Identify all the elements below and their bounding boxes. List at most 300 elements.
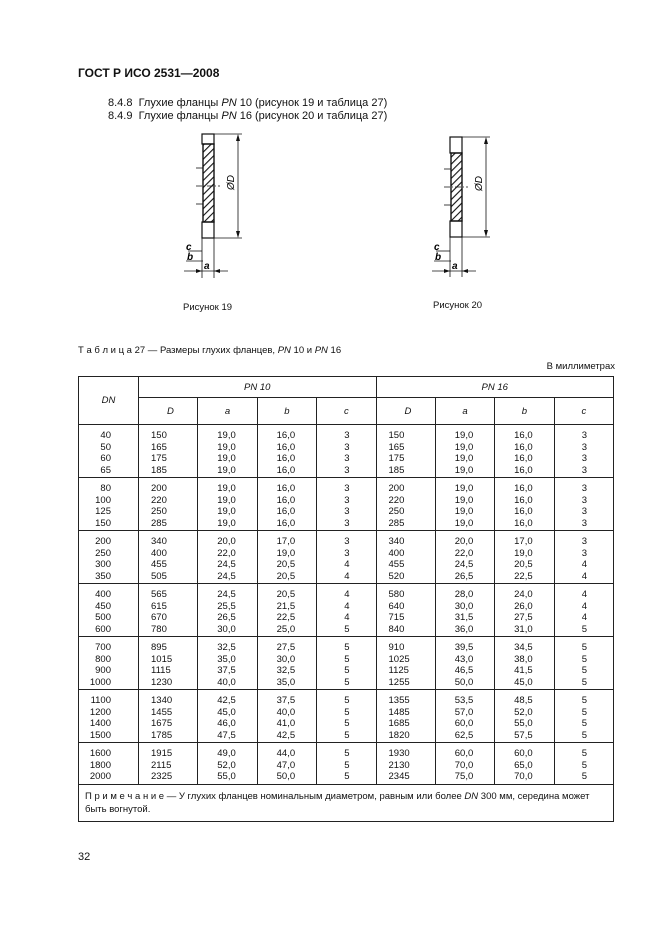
table-value: 35,0 [276,676,296,688]
table-caption-pn: PN [277,345,291,356]
table-value: 3 [344,506,350,517]
table-cell-pn10-b [257,584,316,637]
table-cell-pn16-a [435,531,494,584]
table-value: 4 [344,570,350,582]
table-cell-pn16-c [554,584,613,637]
table-value: 895 [151,642,167,653]
table-value: 65,0 [514,759,533,771]
table-value: 5 [581,771,587,782]
table-value: 43,0 [454,653,474,665]
table-cell-pn16-a [435,690,494,743]
table-cell-pn16-d [376,584,435,637]
table-value: 40,0 [217,676,236,688]
table-value: 17,0 [514,536,533,547]
table-value: 3 [344,464,350,476]
table-row-group [79,637,614,690]
table-value: 24,0 [514,589,533,600]
table-cell-pn10-c [317,531,376,584]
table-value: 1340 [151,695,173,706]
table-value: 350 [95,570,111,582]
table-value: 1015 [151,653,173,665]
table-value: 27,5 [276,642,296,653]
table-value: 20,0 [217,536,236,547]
table-note [79,784,614,821]
table-value: 24,5 [217,559,236,570]
table-cell-dn [79,478,139,531]
table-value: 1400 [89,718,111,729]
table-cell-pn10-b [257,531,316,584]
subheader-b: b [495,398,554,425]
flange-upper-lip [202,134,214,144]
table-caption [78,345,341,356]
table-value: 300 [95,559,111,570]
table-cell-dn [79,637,139,690]
table-value: 4 [581,600,587,612]
table-cell-pn10-c [317,584,376,637]
table-value: 21,5 [276,600,296,612]
table-value: 4 [344,600,350,612]
table-value: 55,0 [514,718,533,729]
table-cell-pn16-a [435,584,494,637]
table-cell-pn16-c [554,637,613,690]
table-value: 250 [95,547,111,559]
table-value: 19,0 [217,494,236,506]
label-c: c [186,242,192,253]
table-cell-pn10-c [317,743,376,785]
table-value: 715 [388,612,405,623]
table-caption-prefix: Т а б л и ц а [78,345,132,356]
flange-lower-lip [202,222,214,238]
table-caption-number: 27 [134,345,146,356]
table-value: 4 [581,570,587,582]
table-value: 16,0 [276,464,296,476]
table-value: 44,0 [276,748,296,759]
table-value: 38,0 [514,653,533,665]
table-value: 26,5 [454,570,474,582]
table-value: 1355 [388,695,410,706]
table-value: 46,5 [454,665,474,676]
table-value: 2345 [388,771,410,782]
table-value: 5 [581,642,587,653]
note-text-end: 300 мм, середина может быть вогнутой. [85,790,590,815]
table-value: 455 [388,559,405,570]
table-value: 1785 [151,729,173,741]
table-value: 3 [344,430,350,441]
table-cell-pn16-b [495,584,554,637]
table-value: 1930 [388,748,410,759]
table-value: 150 [388,430,405,441]
table-value: 42,5 [276,729,296,741]
figure-20-drawing [420,131,510,281]
table-caption-pn: PN [314,345,328,356]
table-value: 3 [344,494,350,506]
table-value: 150 [151,430,167,441]
label-c: c [434,242,440,253]
clause-text-post: 10 (рисунок 19 и таблица 27) [236,97,388,109]
table-value: 4 [344,589,350,600]
table-value: 20,5 [276,570,296,582]
table-value: 19,0 [217,483,236,494]
table-value: 75,0 [454,771,474,782]
table-value: 19,0 [454,506,474,517]
table-value: 19,0 [217,506,236,517]
note-text: — У глухих фланцев номинальным диаметром, равным или более [164,790,465,802]
table-value: 580 [388,589,405,600]
table-cell-pn16-d [376,425,435,478]
table-value: 42,5 [217,695,236,706]
table-value: 2115 [151,759,172,771]
figure-19-caption: Рисунок 19 [183,302,233,313]
table-value: 5 [581,676,587,688]
table-value: 900 [95,665,111,676]
table-value: 175 [151,453,167,464]
table-cell-pn16-b [495,743,554,785]
table-value: 4 [581,612,587,623]
table-value: 19,0 [454,441,474,453]
table-value: 285 [388,517,405,529]
table-caption-mid: 10 и [290,345,315,356]
table-value: 16,0 [276,430,296,441]
table-value: 62,5 [454,729,474,741]
table-row-group [79,478,614,531]
table-value: 4 [581,559,587,570]
subheader-d: D [139,398,198,425]
table-value: 19,0 [454,453,474,464]
table-row-group [79,531,614,584]
table-value: 24,5 [454,559,474,570]
table-value: 16,0 [276,494,296,506]
table-row-group [79,743,614,785]
table-value: 5 [581,729,587,741]
clause-8-4-8 [108,97,387,109]
table-value: 19,0 [454,430,474,441]
table-value: 5 [344,759,350,771]
table-cell-pn10-c [317,637,376,690]
table-value: 150 [95,517,111,529]
flange-hatched-body [203,144,214,222]
table-value: 200 [151,483,167,494]
table-value: 22,5 [514,570,533,582]
table-cell-pn10-a [198,743,257,785]
figure-20-caption: Рисунок 20 [433,300,483,311]
table-cell-pn10-b [257,478,316,531]
table-value: 3 [344,483,350,494]
table-value: 19,0 [454,517,474,529]
subheader-c: c [317,398,376,425]
table-value: 1455 [151,706,173,718]
table-value: 165 [151,441,167,453]
table-value: 19,0 [276,547,296,559]
table-value: 24,5 [217,589,236,600]
table-value: 32,5 [276,665,296,676]
table-value: 3 [581,430,587,441]
table-value: 3 [344,517,350,529]
table-value: 400 [388,547,405,559]
table-value: 50,0 [276,771,296,782]
table-cell-dn [79,425,139,478]
table-value: 910 [388,642,405,653]
table-value: 1820 [388,729,410,741]
table-value: 26,0 [514,600,533,612]
document-header: ГОСТ Р ИСО 2531—2008 [78,66,220,80]
table-value: 5 [581,623,587,635]
table-cell-pn10-b [257,425,316,478]
header-pn10: PN 10 [139,377,377,398]
table-value: 19,0 [217,517,236,529]
table-cell-pn16-d [376,743,435,785]
table-cell-pn10-a [198,531,257,584]
table-value: 5 [344,729,350,741]
table-value: 22,5 [276,612,296,623]
clause-pn: PN [221,110,237,122]
table-cell-pn16-b [495,478,554,531]
table-cell-pn16-a [435,425,494,478]
table-value: 5 [344,771,350,782]
table-cell-pn10-d [139,690,198,743]
table-value: 20,5 [276,589,296,600]
table-value: 5 [344,706,350,718]
table-value: 5 [581,706,587,718]
table-value: 16,0 [276,453,296,464]
clause-text-pre: Глухие фланцы [138,97,222,109]
table-value: 5 [581,718,587,729]
table-value: 5 [344,676,350,688]
table-value: 3 [581,547,587,559]
table-value: 19,0 [454,494,474,506]
table-value: 2000 [89,771,111,782]
table-cell-dn [79,584,139,637]
table-value: 1125 [388,665,409,676]
label-b: b [435,252,442,263]
table-value: 19,0 [217,453,236,464]
table-value: 25,5 [217,600,236,612]
clause-number: 8.4.9 [108,110,133,122]
table-caption-text: — Размеры глухих фланцев, [145,345,278,356]
table-value: 30,0 [217,623,236,635]
table-value: 70,0 [454,759,474,771]
subheader-c: c [554,398,613,425]
table-value: 16,0 [514,453,533,464]
table-value: 1675 [151,718,173,729]
table-value: 5 [344,718,350,729]
table-value: 35,0 [217,653,236,665]
table-value: 22,0 [217,547,236,559]
flange-upper-lip [450,137,462,153]
table-value: 1000 [89,676,111,688]
table-value: 1800 [89,759,111,771]
table-value: 800 [95,653,111,665]
table-value: 19,0 [454,483,474,494]
table-value: 1915 [151,748,173,759]
table-value: 1255 [388,676,410,688]
table-value: 47,0 [276,759,296,771]
table-value: 100 [95,494,111,506]
clause-8-4-9 [108,110,387,122]
table-value: 400 [95,589,111,600]
table-value: 37,5 [276,695,296,706]
flange-lower-lip [450,221,462,237]
table-value: 40,0 [276,706,296,718]
note-prefix: П р и м е ч а н и е [85,790,165,802]
table-value: 16,0 [276,517,296,529]
table-value: 20,5 [276,559,296,570]
table-value: 16,0 [276,506,296,517]
table-value: 250 [388,506,405,517]
table-value: 32,5 [217,642,236,653]
table-value: 60 [100,453,111,464]
table-value: 565 [151,589,167,600]
table-value: 400 [151,547,167,559]
clause-number: 8.4.8 [108,97,133,109]
table-value: 5 [581,695,587,706]
table-value: 19,0 [514,547,533,559]
table-value: 60,0 [454,748,474,759]
table-value: 340 [388,536,405,547]
clause-pn: PN [221,97,237,109]
table-value: 50,0 [454,676,474,688]
note-dn: DN [464,790,479,802]
table-cell-pn10-d [139,743,198,785]
table-value: 65 [100,464,111,476]
table-value: 670 [151,612,167,623]
table-value: 41,5 [514,665,533,676]
table-cell-dn [79,743,139,785]
table-value: 31,0 [514,623,533,635]
table-value: 48,5 [514,695,533,706]
table-value: 3 [581,453,587,464]
table-cell-pn10-b [257,637,316,690]
table-value: 3 [344,547,350,559]
table-value: 4 [581,589,587,600]
table-value: 19,0 [217,464,236,476]
table-value: 39,5 [454,642,474,653]
subheader-a: a [198,398,257,425]
table-cell-pn16-b [495,690,554,743]
table-value: 5 [581,748,587,759]
table-value: 19,0 [454,464,474,476]
table-value: 57,5 [514,729,533,741]
table-cell-pn10-d [139,531,198,584]
table-row-group [79,690,614,743]
table-value: 60,0 [454,718,474,729]
table-value: 285 [151,517,167,529]
table-value: 31,5 [454,612,474,623]
table-cell-pn10-a [198,584,257,637]
table-value: 3 [581,494,587,506]
table-value: 220 [388,494,405,506]
table-cell-pn10-a [198,425,257,478]
table-value: 3 [581,506,587,517]
table-cell-pn16-d [376,531,435,584]
table-value: 5 [581,759,587,771]
table-value: 1600 [89,748,111,759]
table-value: 45,0 [514,676,533,688]
table-cell-pn10-d [139,584,198,637]
table-value: 16,0 [276,483,296,494]
table-value: 780 [151,623,167,635]
table-cell-pn16-c [554,743,613,785]
table-value: 600 [95,623,111,635]
table-value: 2325 [151,771,173,782]
table-value: 46,0 [217,718,236,729]
table-value: 70,0 [514,771,533,782]
table-value: 200 [388,483,405,494]
table-body [79,425,614,785]
table-cell-pn10-d [139,425,198,478]
table-value: 500 [95,612,111,623]
table-value: 125 [95,506,111,517]
table-value: 185 [388,464,405,476]
table-value: 1230 [151,676,173,688]
table-value: 200 [95,536,111,547]
table-value: 5 [344,665,350,676]
table-row-group [79,584,614,637]
table-cell-pn10-a [198,478,257,531]
table-cell-pn10-b [257,743,316,785]
table-cell-pn16-d [376,690,435,743]
clause-text-pre: Глухие фланцы [138,110,222,122]
table-value: 40 [100,430,111,441]
table-value: 5 [344,653,350,665]
table-value: 5 [581,665,587,676]
table-cell-pn16-c [554,478,613,531]
table-value: 4 [344,559,350,570]
subheader-d: D [376,398,435,425]
table-value: 55,0 [217,771,236,782]
table-value: 16,0 [514,464,533,476]
table-value: 34,5 [514,642,533,653]
table-value: 165 [388,441,405,453]
table-cell-pn16-a [435,478,494,531]
table-value: 16,0 [514,506,533,517]
table-value: 27,5 [514,612,533,623]
table-value: 3 [581,517,587,529]
table-value: 5 [344,623,350,635]
label-b: b [187,252,194,263]
clause-text-post: 16 (рисунок 20 и таблица 27) [236,110,388,122]
table-value: 5 [581,653,587,665]
table-value: 22,0 [454,547,474,559]
table-value: 41,0 [276,718,296,729]
table-cell-pn16-a [435,637,494,690]
table-value: 80 [100,483,111,494]
table-value: 5 [344,642,350,653]
table-cell-pn16-b [495,425,554,478]
table-value: 3 [344,536,350,547]
table-value: 49,0 [217,748,236,759]
table-value: 640 [388,600,405,612]
page-number: 32 [78,851,91,863]
table-cell-pn16-b [495,531,554,584]
table-cell-dn [79,690,139,743]
table-value: 36,0 [454,623,474,635]
table-value: 1025 [388,653,410,665]
table-value: 1115 [151,665,171,676]
subheader-a: a [435,398,494,425]
table-value: 2130 [388,759,410,771]
header-pn16: PN 16 [376,377,614,398]
table-value: 16,0 [514,430,533,441]
table-value: 53,5 [454,695,474,706]
table-value: 175 [388,453,405,464]
table-value: 220 [151,494,167,506]
table-cell-pn16-c [554,531,613,584]
table-cell-pn16-a [435,743,494,785]
table-value: 450 [95,600,111,612]
table-value: 52,0 [217,759,236,771]
table-cell-pn16-b [495,637,554,690]
table-value: 16,0 [514,483,533,494]
